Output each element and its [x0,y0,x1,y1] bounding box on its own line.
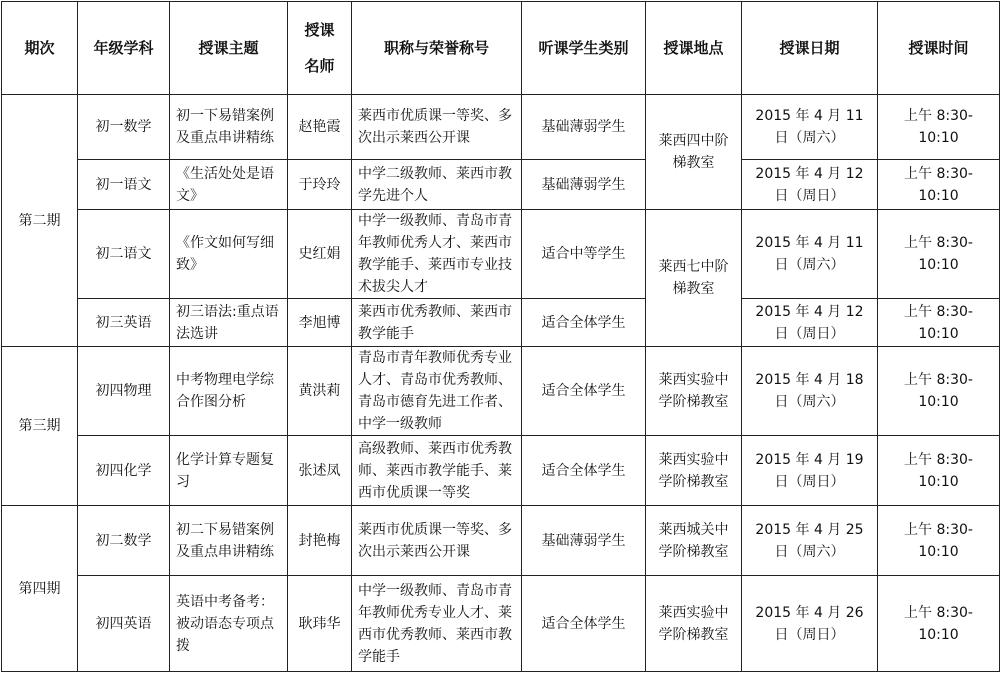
location-cell: 莱西实验中学阶梯教室 [646,576,742,672]
header-students: 听课学生类别 [522,2,646,95]
table-row [2,210,1000,299]
period-cell: 第四期 [2,506,78,672]
header-grade: 年级学科 [78,2,170,95]
location-cell: 莱西实验中学阶梯教室 [646,347,742,436]
teacher-cell: 耿玮华 [288,576,352,672]
header-period: 期次 [2,2,78,95]
topic-cell: 《作文如何写细致》 [170,210,288,299]
topic-cell: 初一下易错案例及重点串讲精练 [170,95,288,160]
table-row [2,299,1000,347]
schedule-table [1,1,1000,672]
topic-cell: 中考物理电学综合作图分析 [170,347,288,436]
topic-cell: 初二下易错案例及重点串讲精练 [170,506,288,576]
table-row [2,506,1000,576]
title-cell: 莱西市优质课一等奖、多次出示莱西公开课 [352,506,522,576]
grade-cell: 初四英语 [78,576,170,672]
teacher-cell: 赵艳霞 [288,95,352,160]
grade-cell: 初一数学 [78,95,170,160]
period-cell: 第三期 [2,347,78,506]
time-cell: 上午 8:30-10:10 [878,436,1000,506]
date-cell: 2015 年 4 月 11 日（周六） [742,95,878,160]
students-cell: 适合全体学生 [522,436,646,506]
date-cell: 2015 年 4 月 12 日（周日） [742,160,878,210]
header-time: 授课时间 [878,2,1000,95]
table-row [2,95,1000,160]
table-row [2,576,1000,672]
grade-cell: 初二语文 [78,210,170,299]
students-cell: 基础薄弱学生 [522,160,646,210]
topic-cell: 初三语法:重点语法选讲 [170,299,288,347]
teacher-cell: 李旭博 [288,299,352,347]
teacher-cell: 黄洪莉 [288,347,352,436]
title-cell: 中学一级教师、青岛市青年教师优秀人才、莱西市教学能手、莱西市专业技术拔尖人才 [352,210,522,299]
title-cell: 莱西市优质课一等奖、多次出示莱西公开课 [352,95,522,160]
table-row [2,160,1000,210]
location-cell: 莱西实验中学阶梯教室 [646,436,742,506]
teacher-cell: 封艳梅 [288,506,352,576]
topic-cell: 《生活处处是语文》 [170,160,288,210]
teacher-cell: 史红娟 [288,210,352,299]
date-cell: 2015 年 4 月 25 日（周六） [742,506,878,576]
title-cell: 中学二级教师、莱西市教学先进个人 [352,160,522,210]
grade-cell: 初一语文 [78,160,170,210]
header-date: 授课日期 [742,2,878,95]
students-cell: 适合中等学生 [522,210,646,299]
date-cell: 2015 年 4 月 26 日（周日） [742,576,878,672]
time-cell: 上午 8:30-10:10 [878,160,1000,210]
title-cell: 青岛市青年教师优秀专业人才、青岛市优秀教师、青岛市德育先进工作者、中学一级教师 [352,347,522,436]
date-cell: 2015 年 4 月 19 日（周日） [742,436,878,506]
period-cell: 第二期 [2,95,78,347]
header-topic: 授课主题 [170,2,288,95]
students-cell: 基础薄弱学生 [522,95,646,160]
time-cell: 上午 8:30-10:10 [878,576,1000,672]
time-cell: 上午 8:30-10:10 [878,347,1000,436]
location-cell: 莱西城关中学阶梯教室 [646,506,742,576]
students-cell: 适合全体学生 [522,299,646,347]
date-cell: 2015 年 4 月 18 日（周六） [742,347,878,436]
title-cell: 中学一级教师、青岛市青年教师优秀专业人才、莱西市优秀教师、莱西市教学能手 [352,576,522,672]
location-cell: 莱西四中阶梯教室 [646,95,742,210]
teacher-cell: 于玲玲 [288,160,352,210]
date-cell: 2015 年 4 月 11 日（周六） [742,210,878,299]
table-row [2,347,1000,436]
header-location: 授课地点 [646,2,742,95]
grade-cell: 初三英语 [78,299,170,347]
time-cell: 上午 8:30-10:10 [878,210,1000,299]
grade-cell: 初四物理 [78,347,170,436]
title-cell: 莱西市优秀教师、莱西市教学能手 [352,299,522,347]
time-cell: 上午 8:30-10:10 [878,299,1000,347]
time-cell: 上午 8:30-10:10 [878,506,1000,576]
students-cell: 适合全体学生 [522,347,646,436]
table-row [2,436,1000,506]
header-title: 职称与荣誉称号 [352,2,522,95]
students-cell: 适合全体学生 [522,576,646,672]
location-cell: 莱西七中阶梯教室 [646,210,742,347]
date-cell: 2015 年 4 月 12 日（周日） [742,299,878,347]
title-cell: 高级教师、莱西市优秀教师、莱西市教学能手、莱西市优质课一等奖 [352,436,522,506]
students-cell: 基础薄弱学生 [522,506,646,576]
topic-cell: 化学计算专题复习 [170,436,288,506]
header-row [2,2,1000,95]
grade-cell: 初二数学 [78,506,170,576]
topic-cell: 英语中考备考：被动语态专项点拨 [170,576,288,672]
teacher-cell: 张述凤 [288,436,352,506]
header-teacher: 授课 名师 [288,2,352,95]
grade-cell: 初四化学 [78,436,170,506]
time-cell: 上午 8:30-10:10 [878,95,1000,160]
